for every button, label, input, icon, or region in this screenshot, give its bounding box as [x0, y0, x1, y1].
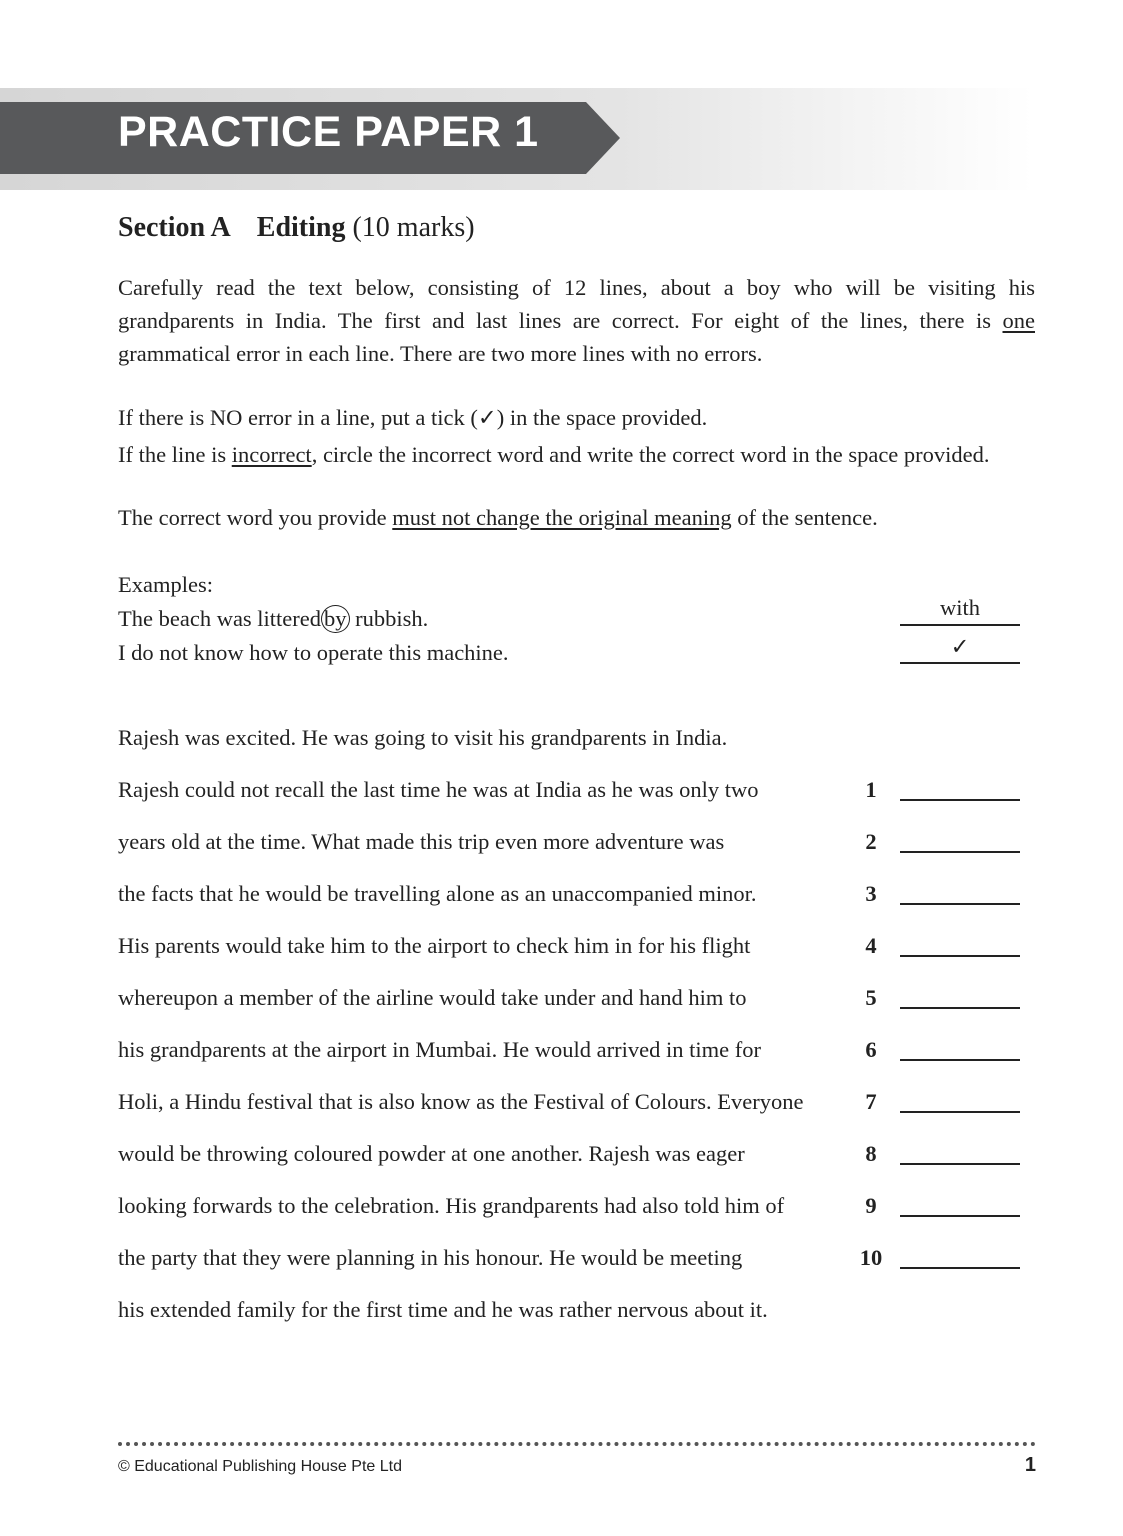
passage-line: whereupon a member of the airline would take under and hand him to [118, 985, 747, 1010]
section-name: Editing [256, 212, 346, 243]
line-number: 7 [865, 1089, 877, 1114]
section-marks: (10 marks) [352, 212, 475, 243]
instruction-rule-2: If the line is incorrect, circle the incorrect word and write the correct word in the space provided. [118, 442, 990, 467]
answer-blank[interactable] [900, 955, 1020, 957]
line-number: 6 [865, 1037, 877, 1062]
example-line-2: I do not know how to operate this machine. [118, 640, 509, 665]
line-number: 9 [865, 1193, 877, 1218]
instruction-rule-3: The correct word you provide must not change the original meaning of the sentence. [118, 505, 878, 530]
answer-blank[interactable] [900, 903, 1020, 905]
examples-label: Examples: [118, 572, 213, 597]
example-answer-line-1 [900, 624, 1020, 626]
line-number: 2 [865, 829, 877, 854]
passage-line: the facts that he would be travelling alone as an unaccompanied minor. [118, 881, 757, 906]
emphasis-meaning: must not change the original meaning [392, 505, 732, 530]
example-answer-2: ✓ [950, 634, 970, 659]
circled-word: by [321, 605, 350, 633]
line-number: 1 [865, 777, 877, 802]
passage-line: His parents would take him to the airport to check him in for his flight [118, 933, 751, 958]
passage-line: the party that they were planning in his honour. He would be meeting [118, 1245, 743, 1270]
passage-line: his grandparents at the airport in Mumbai. He would arrived in time for [118, 1037, 761, 1062]
answer-blank[interactable] [900, 1215, 1020, 1217]
line-number: 4 [865, 933, 877, 958]
line-number: 5 [865, 985, 877, 1010]
passage-line: Rajesh could not recall the last time he was at India as he was only two [118, 777, 759, 802]
footer-divider [118, 1442, 1036, 1446]
section-heading [118, 212, 475, 244]
answer-blank[interactable] [900, 1267, 1020, 1269]
instruction-rule-1: If there is NO error in a line, put a tick (✓) in the space provided. [118, 405, 708, 430]
page-number: 1 [1024, 1454, 1036, 1476]
answer-blank[interactable] [900, 1007, 1020, 1009]
emphasis-incorrect: incorrect [231, 442, 312, 467]
answer-blank[interactable] [900, 1111, 1020, 1113]
line-number: 8 [865, 1141, 877, 1166]
answer-blank[interactable] [900, 799, 1020, 801]
answer-blank[interactable] [900, 1059, 1020, 1061]
page-title: PRACTICE PAPER 1 [118, 108, 539, 156]
section-label: Section A [118, 212, 231, 243]
answer-blank[interactable] [900, 851, 1020, 853]
instructions-intro: Carefully read the text below, consisting of 12 lines, about a boy who will be visiting his grandparents in India. The first and last lines are correct. For eight of the lines, there is one grammatical error in each line. There are two more lines with no errors. [118, 275, 1035, 366]
passage-first-line: Rajesh was excited. He was going to visit his grandparents in India. [118, 725, 728, 750]
passage-last-line: his extended family for the first time and he was rather nervous about it. [118, 1297, 768, 1322]
line-number: 10 [859, 1245, 883, 1270]
example-answer-1: with [939, 595, 980, 620]
passage-line: years old at the time. What made this trip even more adventure was [118, 829, 725, 854]
line-number: 3 [865, 881, 877, 906]
passage-line: would be throwing coloured powder at one another. Rajesh was eager [118, 1141, 745, 1166]
passage-line: looking forwards to the celebration. His grandparents had also told him of [118, 1193, 785, 1218]
answer-blank[interactable] [900, 1163, 1020, 1165]
emphasis-one: one [1002, 308, 1035, 333]
passage-line: Holi, a Hindu festival that is also know as the Festival of Colours. Everyone [118, 1089, 804, 1114]
copyright-text: © Educational Publishing House Pte Ltd [118, 1458, 402, 1475]
example-answer-line-2 [900, 662, 1020, 664]
example-line-1: The beach was littered by rubbish. [118, 606, 429, 631]
